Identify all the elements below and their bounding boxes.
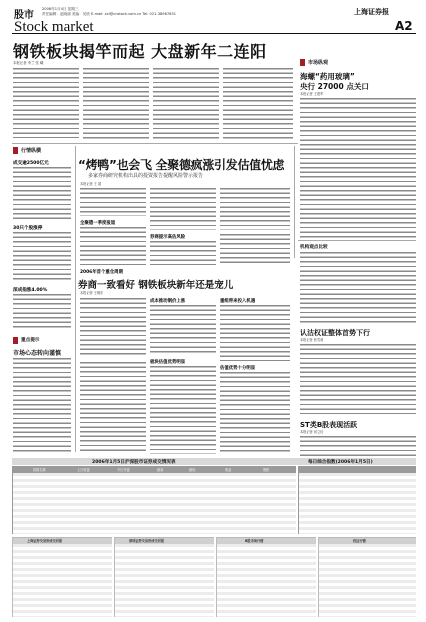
bottom-block: 深圳证券交易所成交回报	[114, 537, 214, 617]
left-item-title: 成交逾2500亿元	[13, 161, 49, 166]
right-top-tagbar	[300, 58, 416, 68]
feature-col-2a	[150, 188, 216, 230]
right-low-headline: ST类B股表现活跃	[300, 421, 358, 429]
right-top-tag: 市场纵观	[308, 60, 329, 66]
right-mid-body	[300, 344, 416, 414]
page-number: A2	[395, 19, 413, 33]
right-low-body	[300, 436, 416, 456]
second-col-1a	[80, 298, 146, 358]
second-col-2b	[150, 366, 216, 454]
left-item-title: 30只个股涨停	[13, 226, 43, 231]
second-col-3b	[220, 372, 290, 454]
institution-body	[300, 252, 416, 324]
stock-table-rows	[13, 473, 296, 534]
left-tagbar-2	[13, 336, 73, 346]
left-tag-2: 重点提示	[21, 338, 40, 343]
stock-table-header: 指数名称 上日收盘 今日开盘 最高 最低 收盘 涨跌	[13, 467, 296, 473]
right-top-byline: 本报记者 王建军	[300, 92, 324, 96]
feature-byline: 本报记者 王 超	[80, 182, 102, 186]
left-item-title: 深成指涨4.00%	[13, 288, 48, 293]
feature-section-1: 全聚德一季度报道	[80, 221, 116, 226]
second-sub-3: 重组带来投入机遇	[220, 299, 256, 304]
table-banner-title: 2006年1月5日沪深股市证券成交情况表	[92, 459, 176, 465]
editor-line: 责任编辑：赵晓丽 美编：吴欣 E-mail: zxl@cnstock.com.cn Tel: 021-38967631	[42, 12, 176, 16]
table-banner-title-2: 每日综合指数(2006年1月5日)	[308, 459, 373, 465]
section-cn: 股市	[14, 10, 34, 21]
second-sub-2: 板块估值优势明显	[150, 360, 186, 365]
table-banner	[12, 458, 416, 465]
lead-col-3	[153, 68, 219, 140]
institution-title: 机构观点比较	[300, 245, 328, 250]
feature-col-1b	[80, 227, 146, 265]
left-item-body	[13, 232, 71, 282]
feature-subhead: 多家券商研究机构出具的投资报告提醒风险警示报告	[88, 173, 204, 179]
left-item-body	[13, 167, 71, 221]
feature-col-1a	[80, 188, 146, 216]
index-table	[298, 466, 416, 534]
bottom-block: 权证行情	[318, 537, 416, 617]
lead-headline: 钢铁板块揭竿而起 大盘新年二连阳	[13, 42, 267, 61]
date-line: 2006年1月4日 星期三	[42, 7, 79, 11]
bottom-block: 上海证券交易所成交回报	[12, 537, 112, 617]
second-sub-4: 估值优势十分明显	[220, 366, 256, 371]
right-low-byline: 本报记者 何立佳	[300, 430, 324, 434]
paper-name: 上海证券报	[354, 7, 389, 16]
lead-col-2	[83, 68, 149, 140]
right-top-headline-1: 海螺“药用玻璃”	[300, 72, 355, 81]
feature-headline: “烤鸭”也会飞 全聚德疯涨引发估值忧虑	[78, 158, 285, 172]
second-col-3a	[220, 305, 290, 361]
second-sub-1: 成本推动钢价上涨	[150, 299, 186, 304]
bottom-block: B股市场行情	[216, 537, 316, 617]
feature-section-2: 券商提示高估风险	[150, 235, 186, 240]
feature-col-2b	[150, 241, 216, 265]
left-tag: 行情纵横	[21, 148, 42, 154]
lead-col-1	[13, 68, 79, 138]
feature-section-3: 2006年首个重仓周期	[80, 270, 123, 275]
left-item-body	[13, 294, 71, 330]
feature-col-3b	[220, 234, 290, 265]
lead-col-4	[223, 68, 293, 140]
left-tagbar	[13, 146, 73, 156]
second-headline: 券商一致看好 钢铁板块新年还是宠儿	[78, 280, 234, 291]
right-top-headline-2: 央行 27000 点关口	[300, 82, 369, 91]
stock-table	[12, 466, 296, 534]
second-col-1b	[80, 362, 146, 454]
left-feature-body	[13, 358, 71, 452]
right-top-body	[300, 98, 416, 238]
feature-col-3a	[220, 188, 290, 230]
right-mid-byline: 本报记者 张雪莉	[300, 338, 324, 342]
second-byline: 本报记者 王桐东	[80, 291, 104, 295]
section-en: Stock market	[14, 19, 94, 35]
second-col-2a	[150, 305, 216, 355]
right-mid-headline: 认沽权证整体首势下行	[300, 329, 370, 337]
masthead-rule	[12, 33, 416, 34]
left-feature-title: 市场心态转向谨慎	[13, 350, 62, 357]
bottom-strip	[12, 537, 416, 617]
lead-byline: 本报记者 李兰 张 曦	[13, 61, 44, 65]
